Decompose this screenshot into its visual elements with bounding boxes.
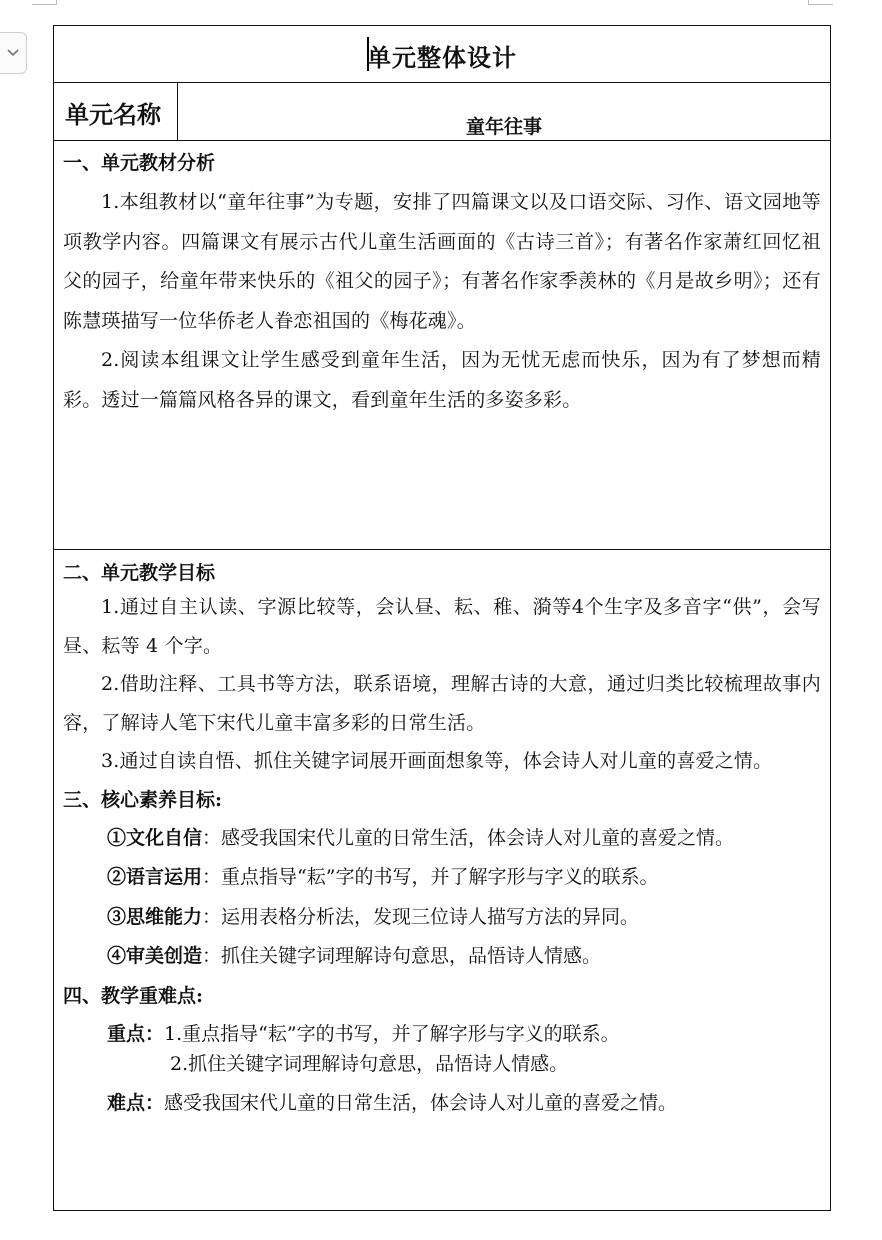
objective-paragraph[interactable]: 2.借助注释、工具书等方法，联系语境，理解古诗的大意，通过归类比较梳理故事内容，了解诗人笔下宋代儿童丰富多彩的日常生活。 <box>63 673 821 734</box>
keypoints-heading[interactable]: 四、教学重难点: <box>63 984 204 1007</box>
page-corner-mark-left <box>32 0 57 5</box>
unit-name-row <box>54 83 830 141</box>
difficulty-label: 难点： <box>107 1091 165 1114</box>
outline-collapse-button[interactable] <box>0 32 27 74</box>
objectives-heading[interactable]: 二、单元教学目标 <box>63 562 216 584</box>
unit-name-value[interactable]: 童年往事 <box>465 116 542 138</box>
teaching-goals-section <box>54 550 830 1210</box>
literacy-heading[interactable]: 三、核心素养目标: <box>63 788 223 811</box>
textbook-analysis-section <box>54 141 830 550</box>
literacy-item-key: ④审美创造 <box>107 945 203 967</box>
literacy-item[interactable] <box>63 819 821 859</box>
literacy-item-text: ：重点指导“耘”字的书写，并了解字形与字义的联系。 <box>202 866 659 888</box>
difficulty-text: 感受我国宋代儿童的日常生活，体会诗人对儿童的喜爱之情。 <box>164 1091 678 1114</box>
focus-item: 1.重点指导“耘”字的书写，并了解字形与字义的联系。 <box>164 1022 620 1045</box>
literacy-item-text: ：抓住关键字词理解诗句意思，品悟诗人情感。 <box>202 945 602 967</box>
unit-name-label[interactable]: 单元名称 <box>54 83 178 140</box>
literacy-item-key: ①文化自信 <box>107 826 203 849</box>
literacy-item-text: ：运用表格分析法，发现三位诗人描写方法的异同。 <box>202 905 640 928</box>
analysis-paragraph[interactable]: 1.本组教材以“童年往事”为专题，安排了四篇课文以及口语交际、习作、语文园地等项教学内容。四篇课文有展示古代儿童生活画面的《古诗三首》；有著名作家萧红回忆祖父的园子，给童年带来快乐的《祖父的园子》；有著名作家季羡林的《月是故乡明》；还有陈慧瑛描写一位华侨老人眷恋祖国的《梅花魂》。 <box>63 191 821 332</box>
difficulty-line[interactable] <box>63 1087 821 1119</box>
design-table <box>53 25 831 1211</box>
chevron-down-icon <box>7 49 19 57</box>
focus-line[interactable] <box>63 1049 821 1079</box>
literacy-item[interactable] <box>63 898 821 938</box>
page-corner-mark-right <box>808 0 833 5</box>
focus-line[interactable] <box>63 1019 821 1049</box>
title-row <box>54 26 830 83</box>
literacy-item-text: ：感受我国宋代儿童的日常生活，体会诗人对儿童的喜爱之情。 <box>202 826 735 849</box>
document-title[interactable]: 单元整体设计 <box>367 43 517 72</box>
objective-paragraph[interactable]: 1.通过自主认读、字源比较等，会认昼、耘、稚、漪等4个生字及多音字“供”，会写昼、耘等 4 个字。 <box>63 596 821 657</box>
analysis-heading[interactable]: 一、单元教材分析 <box>63 152 216 174</box>
literacy-item-key: ③思维能力 <box>107 905 203 928</box>
literacy-item[interactable] <box>63 937 821 977</box>
objective-paragraph[interactable]: 3.通过自读自悟、抓住关键字词展开画面想象等，体会诗人对儿童的喜爱之情。 <box>101 750 773 772</box>
focus-item: 2.抓住关键字词理解诗句意思，品悟诗人情感。 <box>170 1052 569 1075</box>
analysis-paragraph[interactable]: 2.阅读本组课文让学生感受到童年生活，因为无忧无虑而快乐，因为有了梦想而精彩。透过一篇篇风格各异的课文，看到童年生活的多姿多彩。 <box>63 349 821 411</box>
focus-label: 重点： <box>107 1022 165 1045</box>
literacy-item[interactable] <box>63 858 821 898</box>
literacy-item-key: ②语言运用 <box>107 866 203 888</box>
